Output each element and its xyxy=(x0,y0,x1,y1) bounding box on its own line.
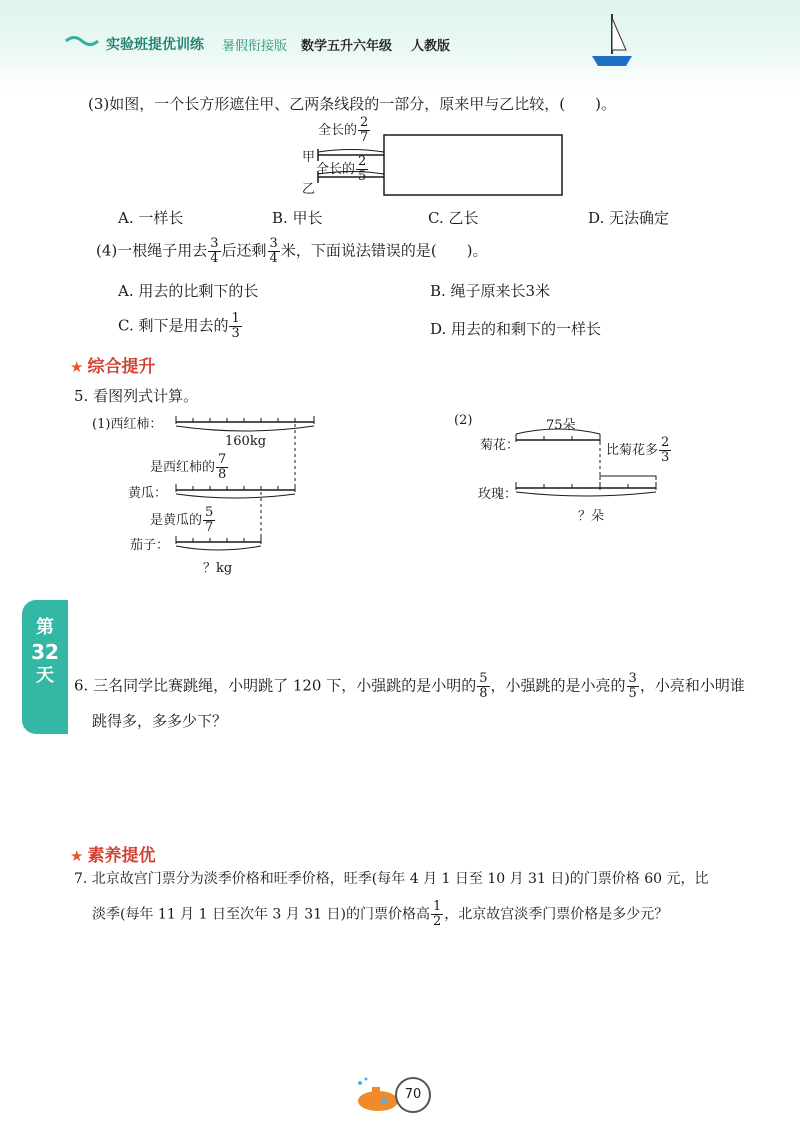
q3-label-top: 全长的 $\frac{2}{7}$ xyxy=(318,115,369,145)
q3-option-d: D. 无法确定 xyxy=(588,209,670,227)
q4-option-b: B. 绳子原来长3米 xyxy=(430,282,551,300)
q4-option-d: D. 用去的和剩下的一样长 xyxy=(430,320,602,338)
q7-line1: 7. 北京故宫门票分为淡季价格和旺季价格，旺季(每年 4 月 1 日至 10 月 31 日)的门票价格 60 元，比 xyxy=(74,871,709,887)
header-logo-icon xyxy=(64,33,100,47)
q3-jia-label: 甲 xyxy=(302,150,316,165)
header-edition: 暑假衔接版 xyxy=(222,39,288,54)
q5-p2-rose: 玫瑰： xyxy=(478,487,518,502)
q5-p1-total: 160kg xyxy=(225,434,267,449)
q7-line2: 淡季(每年 11 月 1 日至次年 3 月 31 日)的门票价格高 $\frac{1}{2}$ ，北京故宫淡季门票价格是多少元？ xyxy=(92,899,669,929)
section-comprehensive-heading: ★ 综合提升 xyxy=(70,357,156,377)
header-publisher: 人教版 xyxy=(411,39,451,54)
page-number: 70 xyxy=(395,1077,431,1113)
q5-p1-frac1: 是西红柿的 $\frac{7}{8}$ xyxy=(150,452,227,482)
q6-line1: 6. 三名同学比赛跳绳，小明跳了 120 下，小强跳的是小明的 $\frac{5}{8}$ ，小强跳的是小亮的 $\frac{3}{5}$ ，小亮和小明谁 xyxy=(74,671,745,701)
q5-p2-label: (2) xyxy=(454,413,473,428)
star-icon: ★ xyxy=(70,358,84,376)
q5-p1-frac2: 是黄瓜的 $\frac{5}{7}$ xyxy=(150,505,214,535)
q5-p2-unknown: ？朵 xyxy=(578,509,605,524)
sailboat-icon xyxy=(588,10,636,70)
q5-p2-count: 75朵 xyxy=(546,418,576,433)
day-tab: 第 32 天 xyxy=(22,600,68,734)
section-literacy-heading: ★ 素养提优 xyxy=(70,846,156,866)
q3-label-bottom: 全长的 $\frac{2}{5}$ xyxy=(316,154,367,184)
q5-p1-label: (1)西红柿： xyxy=(92,417,163,432)
q3-option-a: A. 一样长 xyxy=(118,209,184,227)
q5-p1-unknown: ？kg xyxy=(203,561,233,576)
q5-stem: 5. 看图列式计算。 xyxy=(74,387,199,405)
header-series: 实验班提优训练 xyxy=(106,37,204,53)
star-icon: ★ xyxy=(70,847,84,865)
q5-p1-cucumber: 黄瓜： xyxy=(128,486,168,501)
q4-stem: (4)一根绳子用去 $\frac{3}{4}$ 后还剩 $\frac{3}{4}$ 米，下面说法错误的是( )。 xyxy=(96,236,488,266)
q5-p2-more: 比菊花多 $\frac{2}{3}$ xyxy=(606,435,670,465)
q5-p2-chrysanthemum: 菊花： xyxy=(480,438,520,453)
q5-p2-diagram xyxy=(510,420,670,510)
q5-p1-eggplant: 茄子： xyxy=(130,538,170,553)
q3-option-c: C. 乙长 xyxy=(428,209,479,227)
header-grade: 数学五升六年级 xyxy=(301,39,393,54)
q3-stem: (3)如图，一个长方形遮住甲、乙两条线段的一部分，原来甲与乙比较，( )。 xyxy=(88,95,616,113)
q3-yi-label: 乙 xyxy=(302,182,316,197)
q3-option-b: B. 甲长 xyxy=(272,209,323,227)
q4-option-c: C. 剩下是用去的 $\frac{1}{3}$ xyxy=(118,311,240,341)
q6-line2: 跳得多，多多少下？ xyxy=(92,712,228,730)
q4-option-a: A. 用去的比剩下的长 xyxy=(118,282,259,300)
